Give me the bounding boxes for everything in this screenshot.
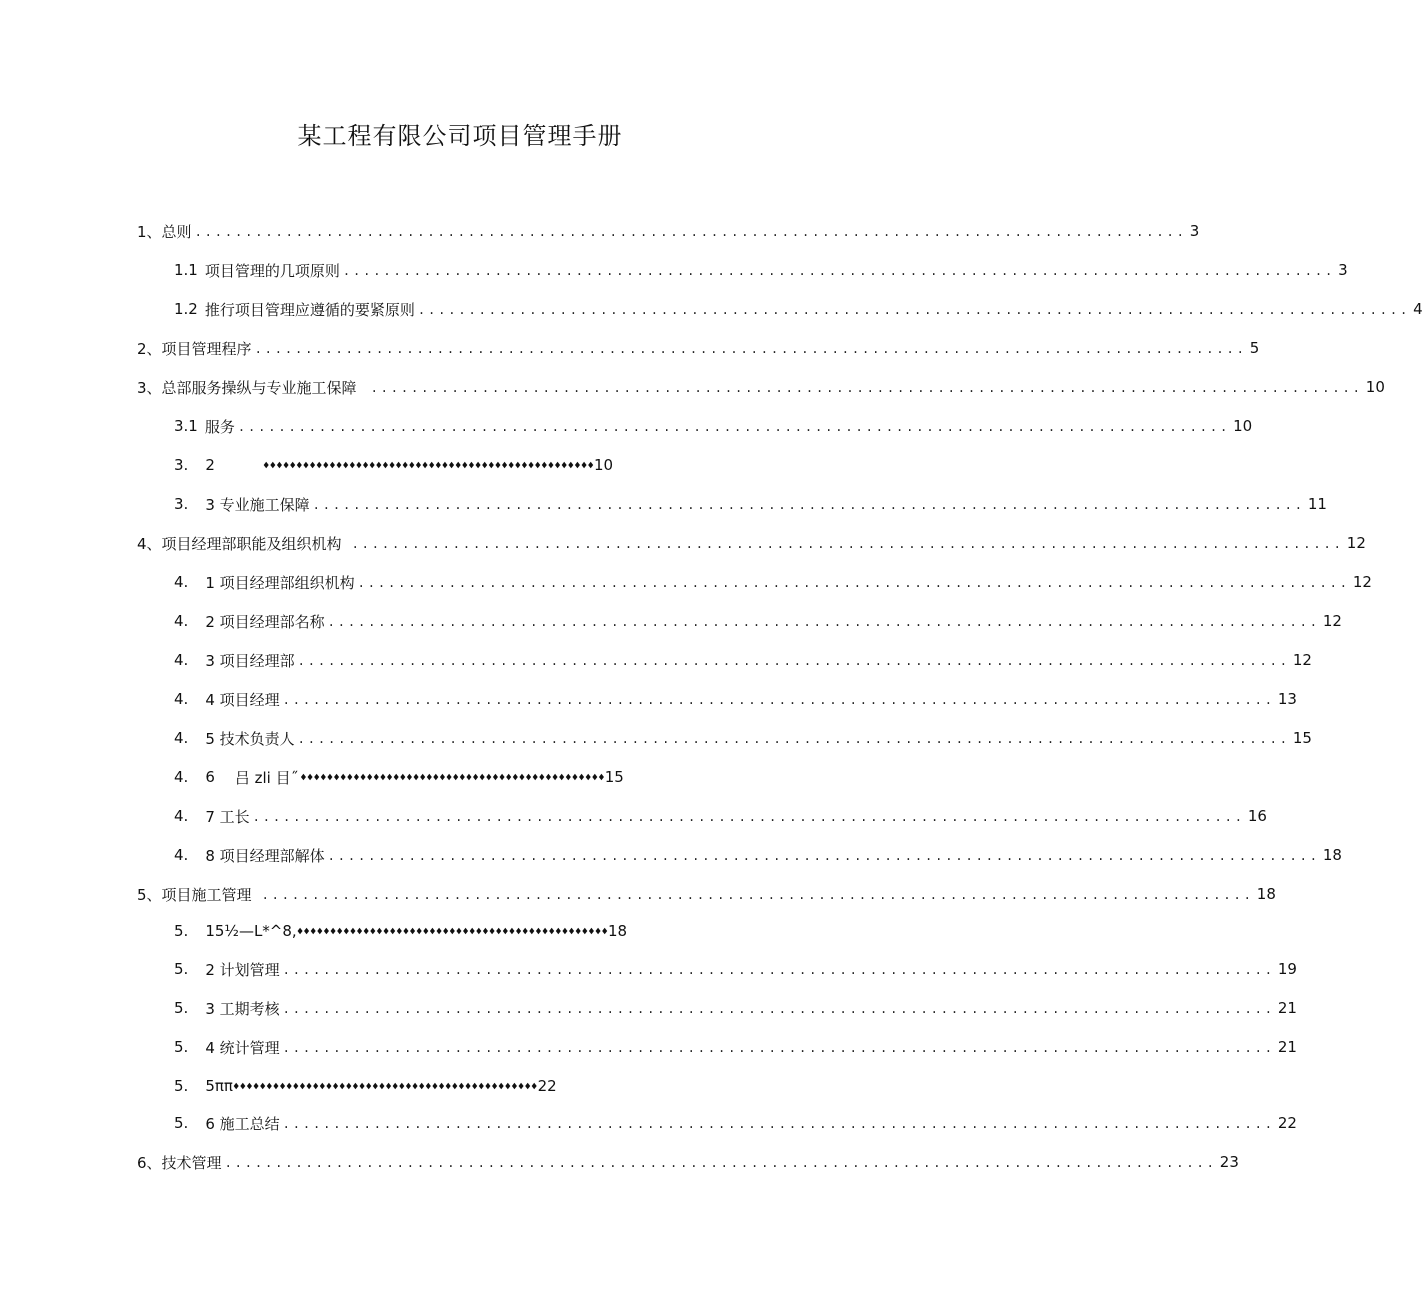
toc-entry-3-2[interactable] — [174, 452, 754, 478]
toc-page-number: 15 — [604, 768, 624, 786]
dot-leader: .................................................................................................. — [252, 810, 1245, 824]
toc-entry-1-2[interactable] — [174, 296, 1423, 322]
toc-number: 4. — [174, 573, 189, 591]
dot-leader: .................................................................................................. — [342, 264, 1336, 278]
toc-page-number: 3 — [1189, 222, 1200, 240]
toc-page-number: 22 — [537, 1077, 557, 1095]
toc-page-number: 12 — [1352, 573, 1372, 591]
toc-entry-4-4[interactable] — [174, 686, 1297, 712]
toc-page-number: 16 — [1247, 807, 1267, 825]
toc-number: 5. — [174, 1038, 189, 1056]
toc-number: 4. — [174, 729, 189, 747]
toc-entry-5-3[interactable] — [174, 995, 1297, 1021]
toc-number: 6、 — [137, 1153, 162, 1172]
diamond-leader: ♦♦♦♦♦♦♦♦♦♦♦♦♦♦♦♦♦♦♦♦♦♦♦♦♦♦♦♦♦♦♦♦♦♦♦♦♦♦♦♦♦♦♦♦♦♦ — [300, 771, 605, 784]
toc-page-number: 10 — [1365, 378, 1385, 396]
toc-number: 5. — [174, 999, 189, 1017]
dot-leader: .................................................................................................. — [351, 537, 1344, 551]
toc-page-number: 21 — [1277, 1038, 1297, 1056]
toc-label: 项目经理部职能及组织机构 — [161, 534, 342, 553]
diamond-leader: ♦♦♦♦♦♦♦♦♦♦♦♦♦♦♦♦♦♦♦♦♦♦♦♦♦♦♦♦♦♦♦♦♦♦♦♦♦♦♦♦♦♦♦♦♦♦♦ — [296, 925, 608, 938]
toc-page-number: 15 — [1292, 729, 1312, 747]
toc-label: 8 项目经理部解体 — [205, 846, 325, 865]
toc-label: 项目施工管理 — [161, 885, 252, 904]
toc-page-number: 18 — [1322, 846, 1342, 864]
dot-leader: .................................................................................................. — [282, 693, 1275, 707]
toc-label: 项目管理的几项原则 — [204, 261, 340, 280]
dot-leader: .................................................................................................. — [282, 1041, 1275, 1055]
toc-number: 4. — [174, 768, 189, 786]
toc-number: 4. — [174, 846, 189, 864]
toc-entry-5-1[interactable] — [174, 918, 748, 944]
dot-leader: .................................................................................................. — [261, 888, 1254, 902]
dot-leader: .................................................................................................. — [297, 654, 1290, 668]
toc-number: 3.1 — [174, 417, 198, 435]
toc-label: 15½—L*^8, — [205, 922, 297, 940]
toc-garbled-text: 吕 zli 目˝ — [234, 768, 299, 787]
toc-label: 6 施工总结 — [205, 1114, 280, 1133]
toc-label: 推行项目管理应遵循的要紧原则 — [204, 300, 415, 319]
toc-number: 4. — [174, 612, 189, 630]
toc-entry-3-1[interactable] — [174, 413, 1253, 439]
toc-label: 总部服务操纵与专业施工保障 — [161, 378, 357, 397]
toc-entry-5-5[interactable] — [174, 1073, 694, 1099]
toc-label: 项目管理程序 — [161, 339, 252, 358]
toc-page-number: 12 — [1322, 612, 1342, 630]
dot-leader: .................................................................................................. — [237, 420, 1231, 434]
toc-entry-4-8[interactable] — [174, 842, 1342, 868]
toc-entry-4-6[interactable] — [174, 764, 764, 790]
document-title: 某工程有限公司项目管理手册 — [297, 122, 623, 150]
toc-label: 2 项目经理部名称 — [205, 612, 325, 631]
toc-page-number: 12 — [1346, 534, 1366, 552]
toc-label: 技术管理 — [161, 1153, 222, 1172]
toc-label: 2 — [205, 456, 215, 474]
toc-entry-5-6[interactable] — [174, 1110, 1297, 1136]
toc-entry-3-3[interactable] — [174, 491, 1327, 517]
toc-number: 4. — [174, 690, 189, 708]
toc-entry-1[interactable] — [137, 218, 1200, 244]
toc-page-number: 21 — [1277, 999, 1297, 1017]
dot-leader: .................................................................................................. — [282, 963, 1275, 977]
toc-number: 5. — [174, 1114, 189, 1132]
toc-number: 5. — [174, 922, 189, 940]
toc-number: 4. — [174, 651, 189, 669]
toc-number: 5、 — [137, 885, 162, 904]
dot-leader: .................................................................................................. — [254, 342, 1247, 356]
toc-label: 6 — [205, 768, 215, 786]
dot-leader: .................................................................................................. — [194, 225, 1187, 239]
dot-leader: .................................................................................................. — [282, 1002, 1275, 1016]
toc-entry-5[interactable] — [137, 881, 1276, 907]
toc-page-number: 5 — [1249, 339, 1260, 357]
toc-entry-6[interactable] — [137, 1149, 1239, 1175]
toc-label: 服务 — [204, 417, 235, 436]
toc-number: 4. — [174, 807, 189, 825]
toc-page-number: 4 — [1413, 300, 1423, 318]
toc-number: 3. — [174, 456, 189, 474]
toc-entry-4-7[interactable] — [174, 803, 1267, 829]
toc-entry-2[interactable] — [137, 335, 1260, 361]
toc-label: 3 项目经理部 — [205, 651, 295, 670]
toc-number: 3、 — [137, 378, 162, 397]
toc-label: 总则 — [161, 222, 192, 241]
dot-leader: .................................................................................................. — [370, 381, 1363, 395]
diamond-leader: ♦♦♦♦♦♦♦♦♦♦♦♦♦♦♦♦♦♦♦♦♦♦♦♦♦♦♦♦♦♦♦♦♦♦♦♦♦♦♦♦♦♦♦♦♦♦♦♦♦♦ — [262, 459, 594, 472]
dot-leader: .................................................................................................. — [297, 732, 1290, 746]
toc-entry-4[interactable] — [137, 530, 1366, 556]
toc-page-number: 10 — [1233, 417, 1253, 435]
toc-number: 1、 — [137, 222, 162, 241]
toc-entry-4-1[interactable] — [174, 569, 1372, 595]
toc-number: 1.1 — [174, 261, 198, 279]
toc-page-number: 12 — [1292, 651, 1312, 669]
toc-label: 2 计划管理 — [205, 960, 280, 979]
toc-label: 5 技术负责人 — [205, 729, 295, 748]
toc-number: 1.2 — [174, 300, 198, 318]
toc-page-number: 11 — [1307, 495, 1327, 513]
toc-entry-4-2[interactable] — [174, 608, 1342, 634]
toc-number: 3. — [174, 495, 189, 513]
dot-leader: .................................................................................................. — [224, 1156, 1217, 1170]
toc-page-number: 13 — [1277, 690, 1297, 708]
toc-page-number: 18 — [607, 922, 628, 940]
toc-entry-3[interactable] — [137, 374, 1385, 400]
toc-entry-5-4[interactable] — [174, 1034, 1297, 1060]
dot-leader: .................................................................................................. — [327, 849, 1320, 863]
toc-page-number: 23 — [1219, 1153, 1239, 1171]
toc-entry-4-5[interactable] — [174, 725, 1312, 751]
toc-number: 2、 — [137, 339, 162, 358]
toc-page-number: 22 — [1277, 1114, 1297, 1132]
toc-label: 5ππ — [205, 1077, 233, 1095]
toc-label: 1 项目经理部组织机构 — [205, 573, 355, 592]
toc-label: 3 工期考核 — [205, 999, 280, 1018]
toc-page-number: 19 — [1277, 960, 1297, 978]
toc-label: 7 工长 — [205, 807, 250, 826]
toc-page-number: 10 — [594, 456, 614, 474]
toc-label: 3 专业施工保障 — [205, 495, 310, 514]
dot-leader: .................................................................................................. — [327, 615, 1320, 629]
dot-leader: .................................................................................................. — [417, 303, 1411, 317]
toc-label: 4 统计管理 — [205, 1038, 280, 1057]
toc-label: 4 项目经理 — [205, 690, 280, 709]
toc-number: 4、 — [137, 534, 162, 553]
diamond-leader: ♦♦♦♦♦♦♦♦♦♦♦♦♦♦♦♦♦♦♦♦♦♦♦♦♦♦♦♦♦♦♦♦♦♦♦♦♦♦♦♦♦♦♦♦♦♦ — [232, 1080, 538, 1093]
toc-number: 5. — [174, 1077, 189, 1095]
toc-page-number: 18 — [1256, 885, 1276, 903]
toc-number: 5. — [174, 960, 189, 978]
toc-page-number: 3 — [1338, 261, 1348, 279]
toc-entry-1-1[interactable] — [174, 257, 1348, 283]
toc-entry-5-2[interactable] — [174, 956, 1297, 982]
dot-leader: .................................................................................................. — [282, 1117, 1275, 1131]
dot-leader: .................................................................................................. — [357, 576, 1350, 590]
dot-leader: .................................................................................................. — [312, 498, 1305, 512]
toc-entry-4-3[interactable] — [174, 647, 1312, 673]
